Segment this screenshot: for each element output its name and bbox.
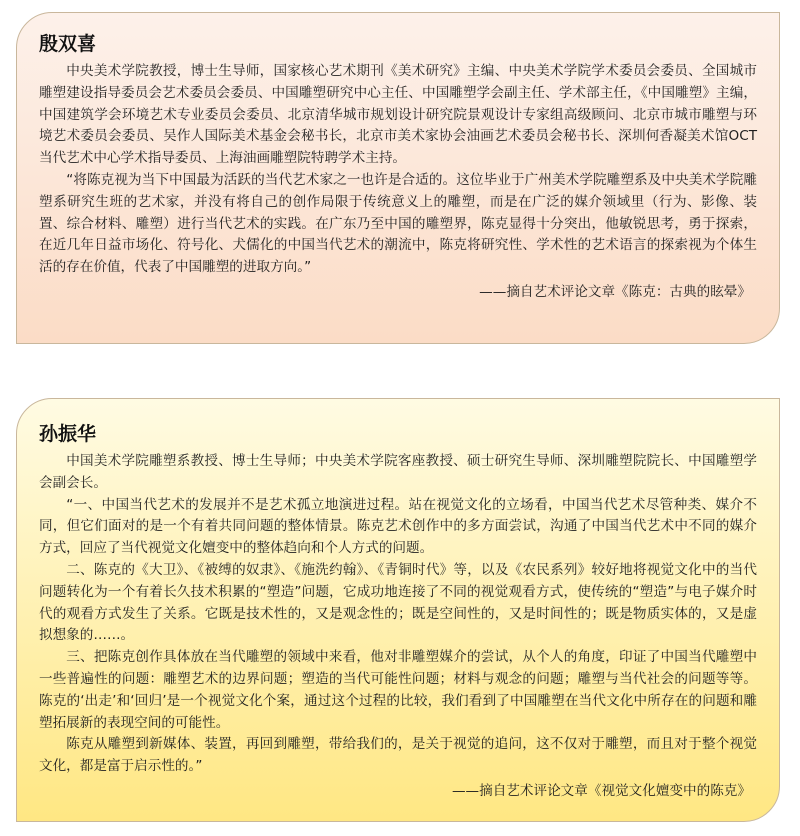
critic-biography: 中央美术学院教授，博士生导师，国家核心艺术期刊《美术研究》主编、中央美术学院学术委员会委员、全国城市雕塑建设指导委员会艺术委员会委员、中国雕塑研究中心主任、中国雕塑学会副主任、学术部主任，《中国雕塑》主编，中国建筑学会环境艺术专业委员会委员、北京清华城市规划设计研究院景观设计专家组高级顾问、北京市城市雕塑与环境艺术委员会委员、吴作人国际美术基金会秘书长，北京市美术家协会油画艺术委员会秘书长、深圳何香凝美术馆OCT当代艺术中心学术指导委员、上海油画雕塑院特聘学术主持。 — [39, 63, 757, 167]
critic-name: 殷双喜 — [39, 33, 97, 55]
critique-paragraph: “一、中国当代艺术的发展并不是艺术孤立地演进过程。站在视觉文化的立场看，中国当代艺术尽管种类、媒介不同，但它们面对的是一个有着共同问题的整体情景。陈克艺术创作中的多方面尝试，沟通了中国当代艺术中不同的媒介方式，回应了当代视觉文化嬗变中的整体趋向和个人方式的问题。 — [39, 496, 757, 557]
critic-card-sun-zhenhua — [16, 398, 780, 822]
critic-card-yin-shuangxi — [16, 12, 780, 344]
quote-source: ——摘自艺术评论文章《视觉文化嬗变中的陈克》 — [451, 782, 751, 799]
critique-paragraph: 陈克从雕塑到新媒体、装置，再回到雕塑，带给我们的，是关于视觉的追问，这不仅对于雕塑，而且对于整个视觉文化，都是富于启示性的。” — [39, 736, 757, 775]
quote-source: ——摘自艺术评论文章《陈克：古典的眩晕》 — [479, 283, 751, 300]
critique-quote: “将陈克视为当下中国最为活跃的当代艺术家之一也许是合适的。这位毕业于广州美术学院雕塑系及中央美术学院雕塑系研究生班的艺术家，并没有将自己的创作局限于传统意义上的雕塑，而是在广泛的媒介领域里（行为、影像、装置、综合材料、雕塑）进行当代艺术的实践。在广东乃至中国的雕塑界，陈克显得十分突出，他敏锐思考，勇于探索，在近几年日益市场化、符号化、犬儒化的中国当代艺术的潮流中，陈克将研究性、学术性的艺术语言的探索视为个体生活的存在价值，代表了中国雕塑的进取方向。” — [39, 171, 757, 276]
critic-name: 孙振华 — [39, 423, 97, 445]
critique-paragraph: 三、把陈克创作具体放在当代雕塑的领域中来看，他对非雕塑媒介的尝试，从个人的角度，印证了中国当代雕塑中一些普遍性的问题：雕塑艺术的边界问题；塑造的当代可能性问题；材料与观念的问题；雕塑与当代社会的问题等等。陈克的‘出走’和‘回归’是一个视觉文化个案，通过这个过程的比较，我们看到了中国雕塑在当代文化中所存在的问题和雕塑拓展新的表现空间的可能性。 — [39, 649, 757, 731]
critique-paragraph: 二、陈克的《大卫》、《被缚的奴隶》、《施洗约翰》、《青铜时代》等，以及《农民系列》较好地将视觉文化中的当代问题转化为一个有着长久技术积累的“塑造”问题，它成功地连接了不同的视觉观看方式，使传统的“塑造”与电子媒介时代的观看方式发生了关系。它既是技术性的，又是观念性的；既是空间性的，又是时间性的；既是物质实体的，又是虚拟想象的……。 — [39, 561, 757, 644]
critic-biography: 中国美术学院雕塑系教授、博士生导师；中央美术学院客座教授、硕士研究生导师、深圳雕塑院院长、中国雕塑学会副会长。 — [39, 453, 757, 491]
